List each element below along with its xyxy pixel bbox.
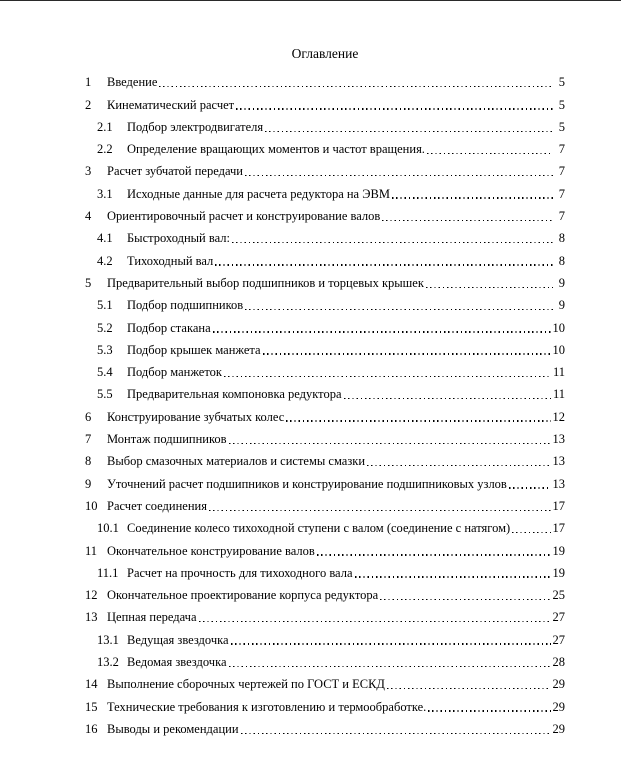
toc-entry-page: 7	[558, 209, 565, 224]
toc-dot-leader	[428, 710, 550, 711]
toc-entry-title: Монтаж подшипников	[107, 432, 227, 447]
toc-dot-leader	[286, 420, 550, 421]
toc-entry-number: 5	[85, 275, 92, 290]
toc-entry[interactable]	[85, 648, 565, 670]
toc-entry-number: 9	[85, 476, 92, 491]
toc-entry-page: 7	[558, 142, 565, 157]
toc-entry-title: Тихоходный вал	[127, 253, 214, 268]
toc-entry-title: Подбор стакана	[127, 320, 211, 335]
toc-dot-leader	[231, 643, 551, 644]
toc-entry-page: 28	[552, 655, 565, 670]
toc-entry-number: 10.1	[97, 521, 119, 536]
toc-entry-page: 13	[552, 454, 565, 469]
toc-entry-page: 13	[552, 476, 565, 491]
toc-entry[interactable]	[85, 603, 565, 625]
toc-entry[interactable]	[85, 179, 565, 201]
toc-entry-title: Расчет на прочность для тихоходного вала	[127, 565, 353, 580]
toc-entry-title: Расчет соединения	[107, 498, 207, 513]
toc-entry-title: Выводы и рекомендации	[107, 721, 239, 736]
toc-entry-title: Введение	[107, 75, 158, 90]
toc-entry-title: Подбор манжеток	[127, 365, 222, 380]
toc-entry-number: 16	[85, 721, 98, 736]
toc-entry[interactable]	[85, 380, 565, 402]
toc-entry[interactable]	[85, 336, 565, 358]
toc-entry-page: 29	[552, 721, 565, 736]
toc-entry[interactable]	[85, 425, 565, 447]
toc-entry-title: Быстроходный вал:	[127, 231, 230, 246]
toc-entry-title: Цепная передача	[107, 610, 197, 625]
toc-entry-title: Кинематический расчет	[107, 97, 235, 112]
toc-entry-number: 13	[85, 610, 98, 625]
toc-entry-title: Конструирование зубчатых колес	[107, 409, 285, 424]
toc-entry-title: Ориентировочный расчет и конструирование валов	[107, 209, 381, 224]
toc-entry-title: Подбор электродвигателя	[127, 119, 264, 134]
toc-entry[interactable]	[85, 447, 565, 469]
toc-entry-page: 10	[552, 342, 565, 357]
toc-entry-number: 11	[85, 543, 98, 558]
toc-dot-leader	[512, 532, 550, 533]
toc-entry-title: Подбор подшипников	[127, 298, 244, 313]
toc-entry-title: Расчет зубчатой передачи	[107, 164, 243, 179]
toc-entry-title: Определение вращающих моментов и частот вращения.	[127, 142, 425, 157]
toc-entry-number: 5.3	[97, 342, 113, 357]
toc-entry-title: Окончательное проектирование корпуса редуктора	[107, 588, 379, 603]
toc-entry-page: 5	[558, 97, 565, 112]
toc-entry[interactable]	[85, 135, 565, 157]
toc-entry-number: 5.5	[97, 387, 113, 402]
toc-dot-leader	[215, 264, 553, 265]
toc-entry-title: Ведомая звездочка	[127, 655, 227, 670]
toc-dot-leader	[317, 554, 551, 555]
toc-entry-page: 19	[552, 543, 565, 558]
toc-entry-number: 15	[85, 699, 98, 714]
toc-entry-title: Предварительный выбор подшипников и торцевых крышек	[107, 275, 424, 290]
toc-entry-page: 19	[552, 565, 565, 580]
toc-entry-number: 2	[85, 97, 92, 112]
toc-entry[interactable]	[85, 559, 565, 581]
toc-entry[interactable]	[85, 68, 565, 90]
toc-entry[interactable]	[85, 670, 565, 692]
toc-entry-number: 5.2	[97, 320, 113, 335]
toc-dot-leader	[159, 86, 553, 87]
toc-entry-page: 10	[552, 320, 565, 335]
toc-entry-title: Технические требования к изготовлению и термообработке.	[107, 699, 427, 714]
toc-entry-page: 27	[552, 610, 565, 625]
toc-dot-leader	[245, 309, 553, 310]
toc-entry-page: 8	[558, 231, 565, 246]
toc-entry[interactable]	[85, 625, 565, 647]
toc-dot-leader	[382, 220, 553, 221]
toc-entry[interactable]	[85, 246, 565, 268]
toc-dot-leader	[367, 465, 550, 466]
toc-entry-number: 1	[85, 75, 92, 90]
toc-heading: Оглавление	[291, 46, 359, 61]
toc-entry-page: 9	[558, 298, 565, 313]
toc-entry-title: Предварительная компоновка редуктора	[127, 387, 342, 402]
toc-dot-leader	[380, 599, 550, 600]
toc-entry-page: 13	[552, 432, 565, 447]
toc-dot-leader	[241, 733, 551, 734]
toc-entry[interactable]	[85, 113, 565, 135]
toc-dot-leader	[387, 688, 551, 689]
toc-entry-number: 10	[85, 498, 98, 513]
toc-entry[interactable]	[85, 224, 565, 246]
toc-entry-page: 7	[558, 186, 565, 201]
toc-entry-title: Исходные данные для расчета редуктора на ЭВМ	[127, 186, 390, 201]
toc-dot-leader	[229, 666, 551, 667]
toc-dot-leader	[199, 621, 551, 622]
toc-entry-number: 6	[85, 409, 92, 424]
toc-entry-number: 4.2	[97, 253, 113, 268]
toc-dot-leader	[392, 197, 553, 198]
toc-entry[interactable]	[85, 90, 565, 112]
toc-dot-leader	[232, 242, 553, 243]
toc-entry-page: 12	[552, 409, 565, 424]
toc-entry[interactable]	[85, 692, 565, 714]
toc-entry-number: 13.1	[97, 632, 119, 647]
toc-entry-number: 3.1	[97, 186, 113, 201]
toc-entry[interactable]	[85, 202, 565, 224]
toc-dot-leader	[427, 153, 553, 154]
toc-entry-title: Выполнение сборочных чертежей по ГОСТ и ЕСКД	[107, 677, 385, 692]
toc-entry-number: 4	[85, 209, 92, 224]
toc-entry-page: 29	[552, 677, 565, 692]
toc-entry-title: Соединение колесо тихоходной ступени с валом (соединение с натягом)	[127, 521, 511, 536]
toc-entry-page: 17	[552, 521, 565, 536]
toc-entry[interactable]	[85, 313, 565, 335]
toc-entry[interactable]	[85, 581, 565, 603]
toc-entry[interactable]	[85, 402, 565, 424]
toc-entry[interactable]	[85, 492, 565, 514]
toc-entry[interactable]	[85, 157, 565, 179]
page-top-edge	[0, 0, 621, 1]
toc-dot-leader	[509, 487, 551, 488]
toc-dot-leader	[344, 398, 551, 399]
toc-entry-number: 11.1	[97, 565, 119, 580]
toc-dot-leader	[426, 287, 553, 288]
toc-entry-title: Уточнений расчет подшипников и конструирование подшипниковых узлов	[107, 476, 507, 491]
toc-entry-number: 2.2	[97, 142, 113, 157]
toc-entry-number: 3	[85, 164, 92, 179]
toc-dot-leader	[355, 576, 551, 577]
toc-entry-page: 8	[558, 253, 565, 268]
toc-entry[interactable]	[85, 469, 565, 491]
toc-entry[interactable]	[85, 715, 565, 737]
toc-dot-leader	[229, 443, 551, 444]
toc-entry-page: 11	[552, 365, 565, 380]
toc-entry-title: Окончательное конструирование валов	[107, 543, 315, 558]
toc-entry-title: Подбор крышек манжета	[127, 342, 261, 357]
toc-entry-number: 4.1	[97, 231, 113, 246]
toc-list	[85, 68, 565, 737]
toc-entry-number: 14	[85, 677, 98, 692]
toc-entry-number: 5.4	[97, 365, 113, 380]
toc-entry[interactable]	[85, 514, 565, 536]
toc-entry-page: 17	[552, 498, 565, 513]
toc-dot-leader	[209, 510, 551, 511]
toc-entry[interactable]	[85, 536, 565, 558]
toc-entry-page: 5	[558, 119, 565, 134]
toc-entry-number: 12	[85, 588, 98, 603]
toc-entry-page: 7	[558, 164, 565, 179]
toc-entry-page: 5	[558, 75, 565, 90]
toc-entry[interactable]	[85, 269, 565, 291]
toc-dot-leader	[213, 331, 551, 332]
toc-entry[interactable]	[85, 358, 565, 380]
toc-entry-number: 8	[85, 454, 92, 469]
toc-entry-title: Выбор смазочных материалов и системы смазки	[107, 454, 366, 469]
toc-entry-page: 9	[558, 275, 565, 290]
toc-entry-page: 29	[552, 699, 565, 714]
toc-entry-number: 7	[85, 432, 92, 447]
toc-entry-title: Ведущая звездочка	[127, 632, 229, 647]
toc-entry-page: 27	[552, 632, 565, 647]
toc-dot-leader	[224, 376, 551, 377]
toc-dot-leader	[265, 131, 553, 132]
toc-entry-page: 25	[552, 588, 565, 603]
toc-entry-number: 13.2	[97, 655, 119, 670]
toc-entry[interactable]	[85, 291, 565, 313]
toc-entry-page: 11	[552, 387, 565, 402]
toc-entry-number: 5.1	[97, 298, 113, 313]
toc-dot-leader	[245, 175, 553, 176]
toc-entry-number: 2.1	[97, 119, 113, 134]
toc-dot-leader	[236, 108, 553, 109]
toc-dot-leader	[263, 353, 551, 354]
